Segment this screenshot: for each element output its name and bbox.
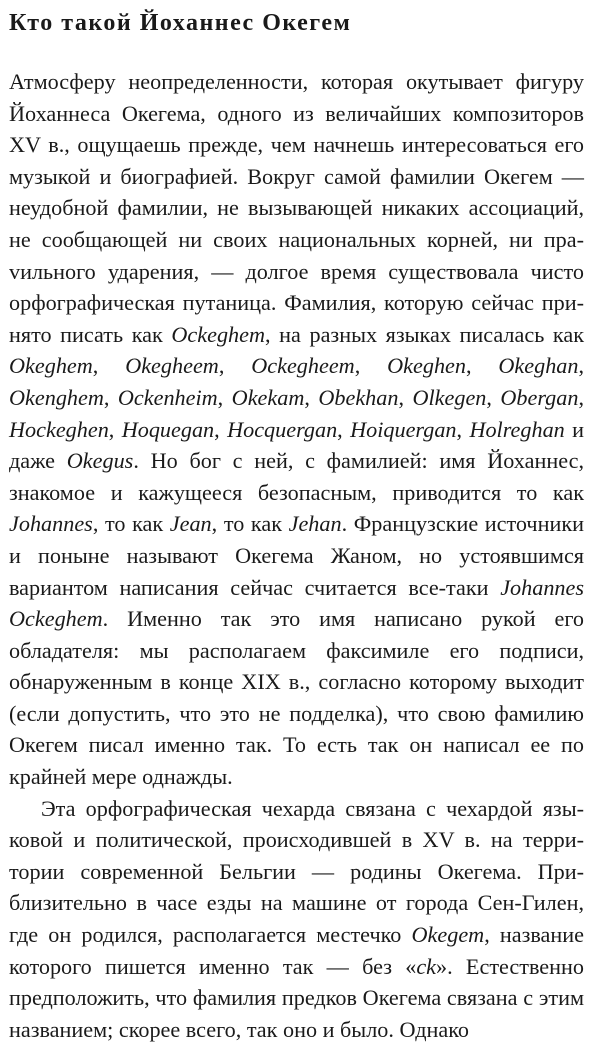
text-run: , [578, 384, 584, 410]
italic-term: Ockeghem [171, 321, 266, 347]
text-run: , [456, 416, 470, 442]
text-run: и даже [9, 416, 585, 474]
italic-term: Holreghan [469, 416, 565, 442]
italic-term: Hockeghen [9, 416, 109, 442]
text-run: , [337, 416, 351, 442]
text-run: Атмосферу неопределенности, которая окутывает фигуру Йоханнеса Окегема, одного из величайших композиторов XV в., ощущаешь прежде, чем начнешь интересоваться его музыкой и биографией. Вокруг самой фамилии Окегем — неудобной фамилии, не вызывающей никаких ассоциаций, не сообщающей ни своих национальных корней, ни праvильного ударения, — долгое время существовала чисто орфографическая путаница. Фамилия, которую сейчас принято писать как [9, 69, 584, 347]
text-run: , [354, 353, 388, 379]
text-run: , [578, 353, 585, 379]
text-run: , [103, 384, 118, 410]
text-run: , [486, 384, 501, 410]
italic-term: ck [416, 953, 437, 979]
text-run: , [108, 416, 122, 442]
italic-term: Ockenheim [117, 384, 218, 410]
italic-term: Hoquegan [121, 416, 215, 442]
text-run: , то как [211, 511, 289, 537]
italic-term: Jean [169, 511, 212, 537]
text-run: ». Естественно предположить, что фамилия предков Окегема связана с этим названием; скорее всего, так оно и было. Однако [9, 953, 584, 1042]
italic-term: Johannes [9, 511, 93, 537]
text-run: , то как [92, 511, 170, 537]
italic-term: Okenghem [9, 384, 104, 410]
italic-term: Okeghan [498, 353, 579, 379]
text-run: , [218, 353, 252, 379]
italic-term: Okeghen [387, 353, 466, 379]
italic-term: Obekhan [318, 384, 399, 410]
italic-term: Okekam [231, 384, 305, 410]
paragraph-2 [9, 793, 584, 1045]
text-run: Эта орфографическая чехарда связана с чехардой языковой и политической, происходившей в XV в. на территории современной Бельгии — родины Окегема. Приблизительно в часе езды на машине от города Сен-Гилен, где он родился, располагается местечко [9, 795, 584, 948]
italic-term: Hoiquergan [350, 416, 457, 442]
italic-term: Hocquergan [227, 416, 338, 442]
italic-term: Ockegheem [251, 353, 355, 379]
page-title: Кто такой Йоханнес Окегем [9, 10, 352, 36]
italic-term: Obergan [500, 384, 579, 410]
document-page [9, 6, 584, 1045]
text-run: , [92, 353, 126, 379]
text-run: , [214, 416, 228, 442]
text-run: , [217, 384, 232, 410]
text-run: , [465, 353, 499, 379]
text-run: . Французские источники и поныне называют Окегема Жаном, но устоявшимся вариантом написания сейчас считается все-таки [9, 511, 584, 600]
paragraph-1 [9, 66, 584, 793]
italic-term: Okegus [66, 448, 134, 474]
text-run: , [398, 384, 413, 410]
italic-term: Jehan [288, 511, 342, 537]
italic-term: Okegheem [125, 353, 219, 379]
text-run: , название которого пишется именно так — без « [9, 922, 584, 979]
italic-term: Okegem [411, 922, 485, 948]
italic-term: Okeghem [9, 353, 93, 379]
italic-term: Johannes Ockeghem [9, 574, 584, 632]
text-run: , на разных языках писалась как [265, 321, 584, 347]
text-run: . Но бог с ней, с фамилией: имя Йоханнес, знакомое и кажущееся безопасным, приводится то как [9, 448, 584, 505]
text-run: , [304, 384, 319, 410]
text-run: . Именно так это имя написано рукой его обладателя: мы располагаем факсимиле его подписи, обнаруженным в конце XIX в., согласно которому выходит (если допустить, что это не подделка), что свою фамилию Окегем писал именно так. То есть так он написал ее по крайней мере однажды. [9, 606, 584, 790]
italic-term: Olkegen [412, 384, 487, 410]
